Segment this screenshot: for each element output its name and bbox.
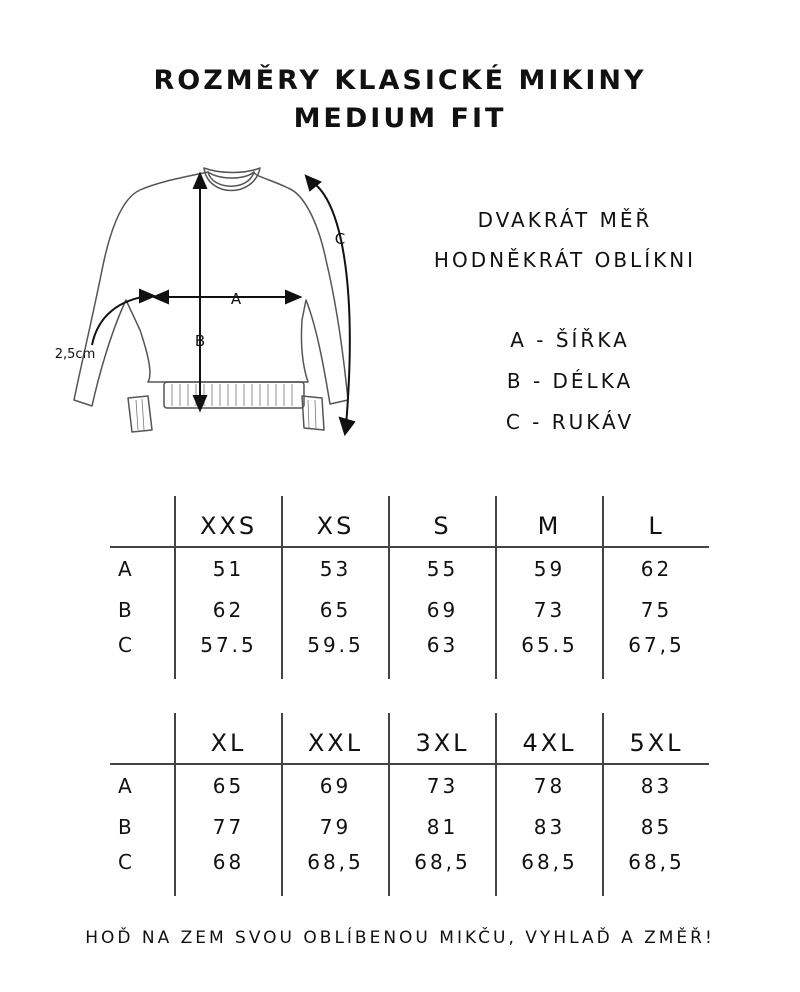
table-cell: 85 (603, 806, 709, 847)
size-table-small (110, 496, 709, 679)
motto (395, 200, 735, 280)
page-title: ROZMĚRY KLASICKÉ MIKINY (153, 65, 647, 96)
sweater-waist-band (164, 382, 304, 408)
size-header: XXL (282, 713, 389, 764)
sweater-left-cuff (128, 396, 152, 432)
table-cell: 62 (603, 547, 709, 589)
measure-b-arrow-top (194, 174, 206, 188)
table-cell: 73 (496, 589, 603, 630)
table-cell: 62 (175, 589, 282, 630)
size-table-large (110, 713, 709, 896)
table-cell: 67,5 (603, 630, 709, 679)
table-cell: 68,5 (389, 847, 496, 896)
table-cell: 55 (389, 547, 496, 589)
measure-c-line (312, 182, 350, 426)
row-label: C (118, 850, 135, 874)
table-cell: 65.5 (496, 630, 603, 679)
table-cell: 51 (175, 547, 282, 589)
table-cell: 79 (282, 806, 389, 847)
sweater-neck (208, 172, 254, 186)
legend-item-a: A - ŠÍŘKA (510, 328, 630, 352)
size-header: M (496, 496, 603, 547)
size-header: L (603, 496, 709, 547)
table-row (110, 630, 709, 679)
table-cell: 83 (603, 764, 709, 806)
table-cell: 83 (496, 806, 603, 847)
size-header: XS (282, 496, 389, 547)
diagram-label-cuff: 2,5cm (54, 347, 96, 362)
table-row (110, 589, 709, 630)
row-label: B (118, 597, 135, 622)
size-header: XXS (175, 496, 282, 547)
table-cell: 63 (389, 630, 496, 679)
table-row (110, 847, 709, 896)
sweater-diagram (40, 160, 380, 450)
table-cell: 81 (389, 806, 496, 847)
table-row (110, 764, 709, 806)
table-cell: 68 (175, 847, 282, 896)
diagram-label-a: A (230, 290, 242, 308)
table-cell: 77 (175, 806, 282, 847)
legend-item-b: B - DÉLKA (506, 369, 634, 393)
page-subtitle: MEDIUM FIT (293, 103, 507, 134)
row-label: B (118, 814, 135, 839)
table-cell: 78 (496, 764, 603, 806)
table-cell: 69 (389, 589, 496, 630)
table-cell: 57.5 (175, 630, 282, 679)
table-cell: 59.5 (282, 630, 389, 679)
row-label: A (118, 773, 135, 798)
size-header: 4XL (496, 713, 603, 764)
motto-line-1: DVAKRÁT MĚŘ (477, 208, 653, 232)
header-corner (110, 496, 175, 547)
cuff-callout-line (92, 296, 148, 345)
title-block (0, 62, 800, 138)
size-header-row (110, 496, 709, 547)
diagram-label-c: C (334, 230, 346, 248)
table-row (110, 547, 709, 589)
table-cell: 73 (389, 764, 496, 806)
table-cell: 59 (496, 547, 603, 589)
size-header: S (389, 496, 496, 547)
row-label: A (118, 556, 135, 581)
table-cell: 75 (603, 589, 709, 630)
size-header: 3XL (389, 713, 496, 764)
table-cell: 65 (282, 589, 389, 630)
footer-instruction: HOĎ NA ZEM SVOU OBLÍBENOU MIKČU, VYHLAĎ A ZMĚŘ! (85, 928, 715, 948)
table-cell: 68,5 (282, 847, 389, 896)
table-cell: 69 (282, 764, 389, 806)
table-cell: 65 (175, 764, 282, 806)
legend-item-c: C - RUKÁV (505, 410, 635, 434)
row-label: C (118, 633, 135, 657)
table-cell: 68,5 (496, 847, 603, 896)
table-cell: 68,5 (603, 847, 709, 896)
motto-line-2: HODNĚKRÁT OBLÍKNI (433, 248, 697, 272)
table-row (110, 806, 709, 847)
sweater-body-outline (74, 172, 348, 406)
size-header-row (110, 713, 709, 764)
size-header: 5XL (603, 713, 709, 764)
legend (470, 320, 670, 443)
sweater-right-cuff (302, 396, 324, 430)
table-cell: 53 (282, 547, 389, 589)
header-corner (110, 713, 175, 764)
size-header: XL (175, 713, 282, 764)
diagram-label-b: B (194, 332, 206, 350)
